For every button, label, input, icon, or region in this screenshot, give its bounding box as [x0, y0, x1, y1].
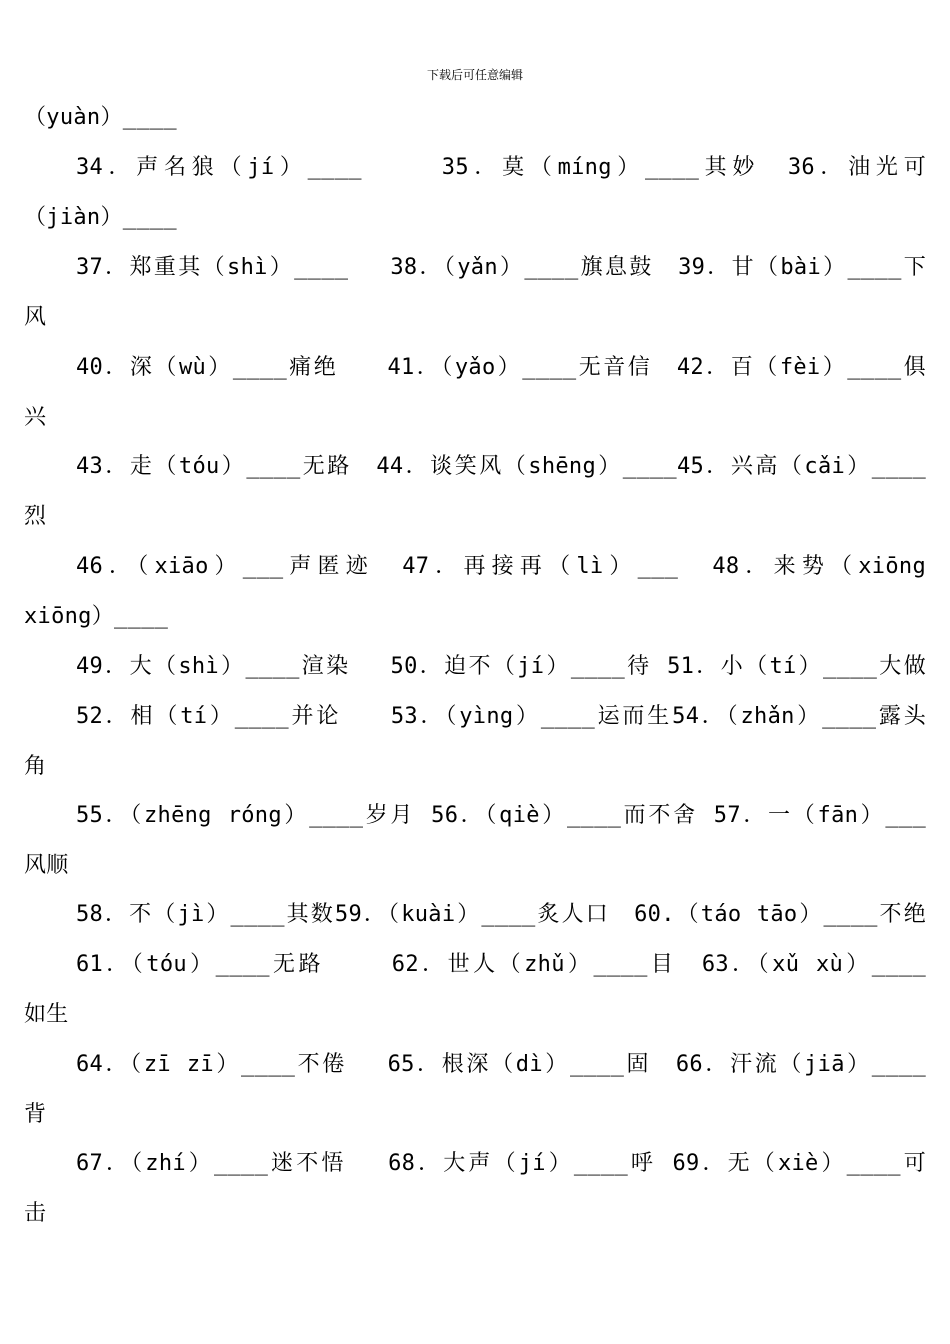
- text-line: 49．大（shì）____渲染 50．迫不（jí）____待 51．小（tí）____大做: [76, 654, 926, 679]
- text-line: 风顺: [24, 853, 69, 878]
- text-line: 角: [24, 754, 47, 779]
- text-line: （jiàn）____: [24, 205, 177, 230]
- text-line: 40．深（wù）____痛绝 41．（yǎo）____无音信 42．百（fèi）____俱: [76, 355, 926, 380]
- text-line: 61．（tóu）____无路 62．世人（zhǔ）____目 63．（xǔ xù）____: [76, 952, 926, 977]
- text-line: 风: [24, 305, 47, 330]
- text-line: 击: [24, 1201, 47, 1226]
- text-line: 67．（zhí）____迷不悟 68．大声（jí）____呼 69．无（xiè）____可: [76, 1151, 926, 1176]
- text-line: 37．郑重其（shì）____ 38．（yǎn）____旗息鼓 39．甘（bài）____下: [76, 255, 926, 280]
- text-line: 58．不（jì）____其数59．（kuài）____炙人口 60.（táo tāo）____不绝: [76, 902, 926, 927]
- text-line: 64．（zī zī）____不倦 65．根深（dì）____固 66．汗流（jiā）____: [76, 1052, 926, 1077]
- text-line: 52．相（tí）____并论 53．（yìng）____运而生54．（zhǎn）____露头: [76, 704, 926, 729]
- page-header: 下载后可任意编辑: [426, 68, 523, 82]
- text-line: 46．（xiāo）___声匿迹 47．再接再（lì）___ 48．来势（xiōng: [76, 554, 926, 579]
- text-line: 烈: [24, 504, 47, 529]
- text-line: 34．声名狼（jí）____ 35．莫（míng）____其妙 36．油光可: [76, 155, 926, 180]
- text-line: 兴: [24, 405, 47, 430]
- text-line: 背: [24, 1102, 47, 1127]
- text-line: 如生: [24, 1002, 69, 1027]
- text-line: 55．（zhēng róng）____岁月 56．（qiè）____而不舍 57．一（fān）___: [76, 803, 926, 828]
- text-line: 43．走（tóu）____无路 44．谈笑风（shēng）____45．兴高（cǎi）____: [76, 454, 926, 479]
- text-line: （yuàn）____: [24, 105, 177, 130]
- text-line: xiōng）____: [24, 604, 169, 629]
